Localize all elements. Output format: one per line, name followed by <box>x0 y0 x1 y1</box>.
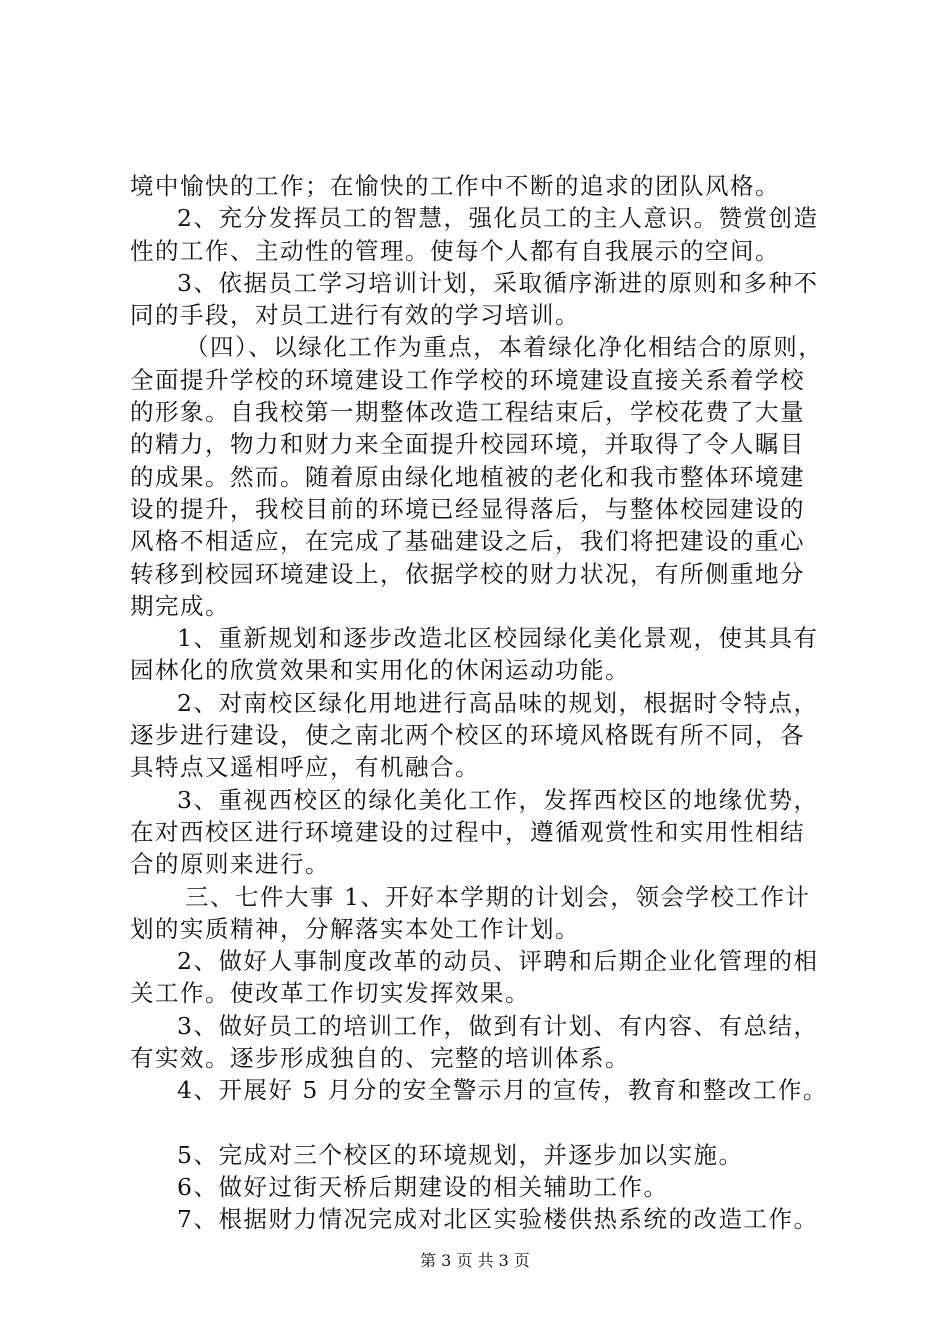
paragraph-line: 的形象。自我校第一期整体改造工程结束后，学校花费了大量 <box>130 398 805 427</box>
paragraph-line: 有实效。逐步形成独自的、完整的培训体系。 <box>130 1044 630 1073</box>
page-number-footer: 第 3 页 共 3 页 <box>420 1251 530 1270</box>
paragraph-line: 3、重视西校区的绿化美化工作，发挥西校区的地缘优势， <box>177 785 819 814</box>
paragraph-line: 2、充分发挥员工的智慧，强化员工的主人意识。赞赏创造 <box>177 204 819 233</box>
section-heading-line: （四）、以绿化工作为重点，本着绿化净化相结合的原则， <box>185 333 824 362</box>
paragraph-line: 在对西校区进行环境建设的过程中，遵循观赏性和实用性相结 <box>130 817 805 846</box>
paragraph-line: 的成果。然而。随着原由绿化地植被的老化和我市整体环境建 <box>130 462 805 491</box>
paragraph-line: 风格不相适应，在完成了基础建设之后，我们将把建设的重心 <box>130 527 805 556</box>
paragraph-line: 逐步进行建设，使之南北两个校区的环境风格既有所不同，各 <box>130 721 805 750</box>
paragraph-line: 具特点又遥相呼应，有机融合。 <box>130 753 480 782</box>
paragraph-line: 转移到校园环境建设上，依据学校的财力状况，有所侧重地分 <box>130 559 805 588</box>
paragraph-line: 7、根据财力情况完成对北区实验楼供热系统的改造工作。 <box>177 1205 819 1234</box>
paragraph-line: 合的原则来进行。 <box>130 850 330 879</box>
paragraph-line: 同的手段，对员工进行有效的学习培训。 <box>130 301 580 330</box>
paragraph-line: 的精力，物力和财力来全面提升校园环境，并取得了令人瞩目 <box>130 430 805 459</box>
paragraph-line: 2、对南校区绿化用地进行高品味的规划，根据时令特点， <box>177 688 819 717</box>
paragraph-line: 园林化的欣赏效果和实用化的休闲运动功能。 <box>130 656 630 685</box>
paragraph-line: 性的工作、主动性的管理。使每个人都有自我展示的空间。 <box>130 236 780 265</box>
paragraph-line: 3、做好员工的培训工作，做到有计划、有内容、有总结， <box>177 1011 819 1040</box>
paragraph-line: 3、依据员工学习培训计划，采取循序渐进的原则和多种不 <box>177 268 819 297</box>
document-body <box>130 170 830 1236</box>
paragraph-line: 全面提升学校的环境建设工作学校的环境建设直接关系着学校 <box>130 365 805 394</box>
paragraph-line: 划的实质精神，分解落实本处工作计划。 <box>130 914 580 943</box>
paragraph-line: 1、重新规划和逐步改造北区校园绿化美化景观，使其具有 <box>177 624 819 653</box>
paragraph-line: 4、开展好 5 月分的安全警示月的宣传，教育和整改工作。 <box>177 1076 828 1105</box>
paragraph-line: 5、完成对三个校区的环境规划，并逐步加以实施。 <box>177 1140 744 1169</box>
paragraph-line: 2、做好人事制度改革的动员、评聘和后期企业化管理的相 <box>177 947 819 976</box>
paragraph-line: 关工作。使改革工作切实发挥效果。 <box>130 979 530 1008</box>
paragraph-line: 期完成。 <box>130 591 230 620</box>
paragraph-line: 6、做好过街天桥后期建设的相关辅助工作。 <box>177 1172 669 1201</box>
paragraph-line: 境中愉快的工作；在愉快的工作中不断的追求的团队风格。 <box>130 172 780 200</box>
blank-line <box>130 1107 830 1139</box>
section-heading-line: 三、七件大事 1、开好本学期的计划会，领会学校工作计 <box>185 882 811 911</box>
paragraph-line: 设的提升，我校目前的环境已经显得落后，与整体校园建设的 <box>130 494 805 523</box>
